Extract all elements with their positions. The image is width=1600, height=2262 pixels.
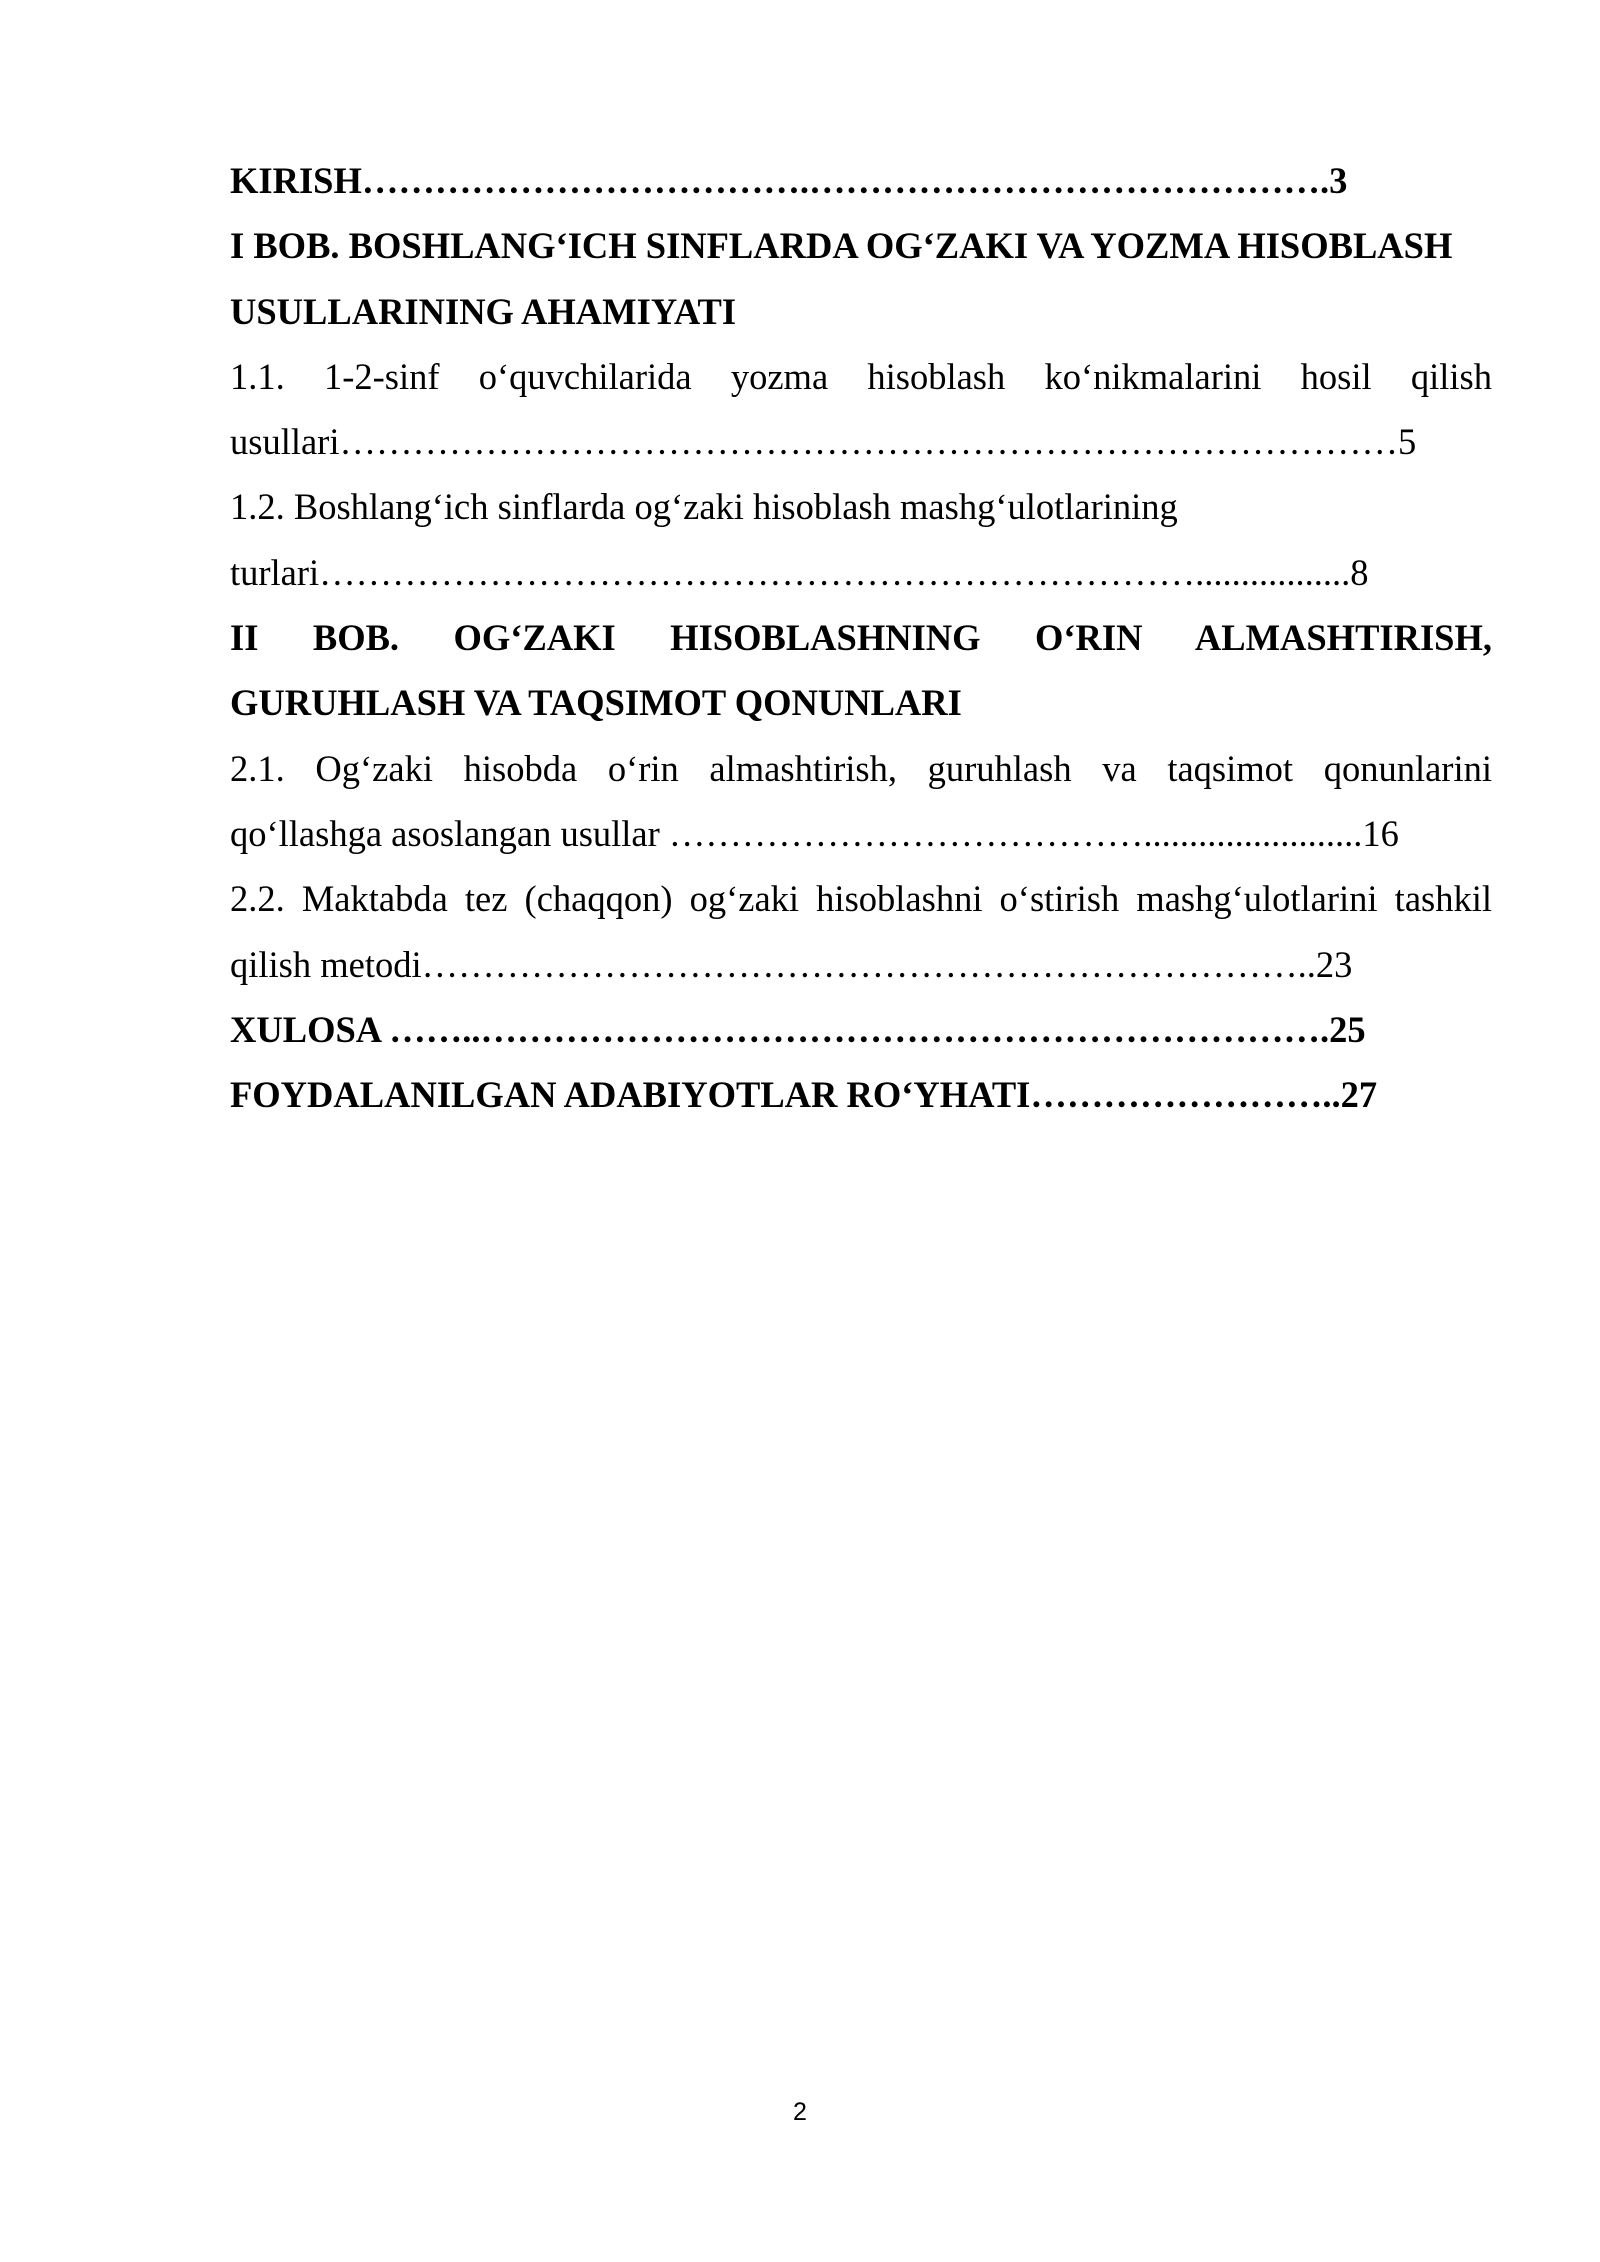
table-of-contents — [230, 148, 1492, 1127]
toc-section-1-2: 1.2. Boshlang‘ich sinflarda og‘zaki hisoblash mashg‘ulotlarining — [230, 486, 1178, 528]
toc-chapter-1-title-cont: USULLARINING AHAMIYATI — [230, 290, 737, 332]
page-number: 2 — [793, 2098, 807, 2126]
toc-section-1-2-cont: turlari……………………………………………………………….................8 — [230, 551, 1369, 593]
toc-section-1-1-cont: usullari……………………………………………………………………………5 — [230, 421, 1417, 463]
toc-entry-adabiyotlar: FOYDALANILGAN ADABIYOTLAR RO‘YHATI……………………..27 — [230, 1074, 1378, 1116]
toc-chapter-1-title: I BOB. BOSHLANG‘ICH SINFLARDA OG‘ZAKI VA YOZMA HISOBLASH — [230, 225, 1453, 267]
toc-section-2-1-cont: qo‘llashga asoslangan usullar …………………………………........................16 — [230, 812, 1399, 854]
toc-chapter-2-title: II BOB. OG‘ZAKI HISOBLASHNING O‘RIN ALMASHTIRISH, — [230, 617, 1492, 659]
toc-chapter-2-title-cont: GURUHLASH VA TAQSIMOT QONUNLARI — [230, 682, 962, 724]
toc-section-2-1: 2.1. Og‘zaki hisobda o‘rin almashtirish, guruhlash va taqsimot qonunlarini — [230, 747, 1492, 789]
toc-entry-xulosa: XULOSA ……..…………………………………………………………….25 — [230, 1008, 1366, 1050]
toc-section-1-1: 1.1. 1-2-sinf o‘quvchilarida yozma hisoblash ko‘nikmalarini hosil qilish — [230, 355, 1492, 397]
toc-section-2-2: 2.2. Maktabda tez (chaqqon) og‘zaki hisoblashni o‘stirish mashg‘ulotlarini tashkil — [230, 878, 1492, 920]
toc-entry-kirish: KIRISH……………………………….…………………………………….3 — [230, 160, 1348, 201]
toc-section-2-2-cont: qilish metodi………………………………………………………………..23 — [230, 943, 1353, 985]
